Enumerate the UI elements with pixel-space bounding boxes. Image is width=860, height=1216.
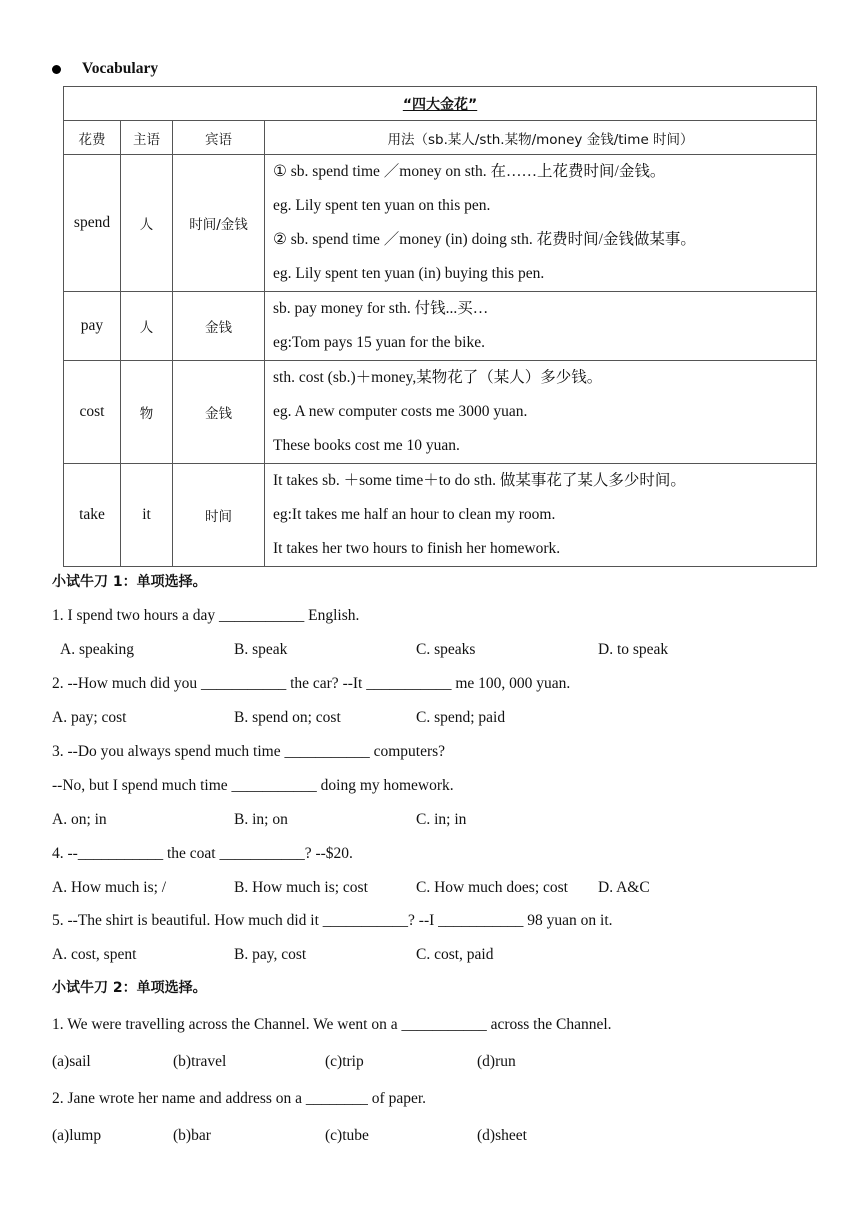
verb-cell: pay [64, 292, 121, 361]
question-5: 5. --The shirt is beautiful. How much did it ___________? --I ___________ 98 yuan on it. [52, 912, 613, 929]
option-b: B. speak [234, 641, 288, 658]
header-cell: 花费 [64, 121, 121, 155]
usage-line: It takes her two hours to finish her homework. [273, 540, 561, 557]
option-c: C. cost, paid [416, 946, 494, 963]
option-b: B. in; on [234, 811, 288, 828]
usage-line: sb. pay money for sth. 付钱...买… [273, 300, 489, 317]
option-d: (d)sheet [477, 1127, 527, 1144]
subject-cell: 人 [121, 292, 173, 361]
option-b: (b)bar [173, 1127, 211, 1144]
section-title: Vocabulary [82, 60, 159, 77]
option-a: (a)sail [52, 1053, 91, 1070]
usage-line: ② sb. spend time ／money (in) doing sth. 花费时间/金钱做某事。 [273, 231, 696, 248]
object-cell: 时间 [173, 464, 265, 567]
option-c: (c)tube [325, 1127, 369, 1144]
usage-line: eg:It takes me half an hour to clean my room. [273, 506, 556, 523]
option-a: A. on; in [52, 811, 107, 828]
table-row [64, 155, 817, 292]
usage-cell [265, 155, 817, 292]
option-a: A. pay; cost [52, 709, 127, 726]
object-cell: 时间/金钱 [173, 155, 265, 292]
subject-cell: it [121, 464, 173, 567]
option-c: C. spend; paid [416, 709, 506, 726]
usage-cell [265, 361, 817, 464]
option-b: B. pay, cost [234, 946, 307, 963]
header-cell: 用法（sb.某人/sth.某物/money 金钱/time 时间） [265, 121, 817, 155]
subject-cell: 物 [121, 361, 173, 464]
option-a: (a)lump [52, 1127, 102, 1144]
option-b: (b)travel [173, 1053, 227, 1070]
question-1: 1. I spend two hours a day ___________ English. [52, 607, 360, 624]
usage-line: eg. Lily spent ten yuan (in) buying this pen. [273, 265, 545, 282]
question-3-reply: --No, but I spend much time ___________ doing my homework. [52, 777, 454, 794]
option-c: (c)trip [325, 1053, 364, 1070]
option-d: D. A&C [598, 879, 650, 896]
usage-line: It takes sb. ＋some time＋to do sth. 做某事花了某人多少时间。 [273, 472, 686, 489]
option-c: C. in; in [416, 811, 467, 828]
table-row [64, 464, 817, 567]
header-cell: 主语 [121, 121, 173, 155]
question-2: 2. Jane wrote her name and address on a ________ of paper. [52, 1090, 427, 1107]
subject-cell: 人 [121, 155, 173, 292]
object-cell: 金钱 [173, 292, 265, 361]
table-title: “四大金花” [64, 87, 817, 121]
option-c: C. speaks [416, 641, 476, 658]
option-a: A. speaking [60, 641, 135, 658]
question-1: 1. We were travelling across the Channel. We went on a ___________ across the Channel. [52, 1016, 612, 1033]
option-d: D. to speak [598, 641, 669, 658]
verb-cell: spend [64, 155, 121, 292]
verb-cell: cost [64, 361, 121, 464]
option-a: A. How much is; / [52, 879, 167, 896]
usage-cell [265, 464, 817, 567]
table-row [64, 292, 817, 361]
header-cell: 宾语 [173, 121, 265, 155]
option-c: C. How much does; cost [416, 879, 568, 896]
vocabulary-table [63, 86, 817, 567]
usage-line: eg. Lily spent ten yuan on this pen. [273, 197, 491, 214]
table-header-row [64, 121, 817, 155]
usage-line: ① sb. spend time ／money on sth. 在……上花费时间/金钱。 [273, 163, 666, 180]
usage-line: eg:Tom pays 15 yuan for the bike. [273, 334, 485, 351]
table-row [64, 361, 817, 464]
option-d: (d)run [477, 1053, 516, 1070]
section-heading [52, 58, 158, 80]
usage-line: sth. cost (sb.)＋money,某物花了（某人）多少钱。 [273, 369, 603, 386]
object-cell: 金钱 [173, 361, 265, 464]
usage-line: These books cost me 10 yuan. [273, 437, 460, 454]
bullet-icon [52, 65, 61, 74]
usage-cell [265, 292, 817, 361]
exercise2-title: 小试牛刀 2：单项选择。 [52, 980, 207, 996]
option-a: A. cost, spent [52, 946, 137, 963]
option-b: B. How much is; cost [234, 879, 368, 896]
usage-line: eg. A new computer costs me 3000 yuan. [273, 403, 528, 420]
verb-cell: take [64, 464, 121, 567]
option-b: B. spend on; cost [234, 709, 341, 726]
exercise1-title: 小试牛刀 1：单项选择。 [52, 574, 207, 590]
question-4: 4. --___________ the coat ___________? --$20. [52, 845, 353, 862]
question-2: 2. --How much did you ___________ the car? --It ___________ me 100, 000 yuan. [52, 675, 571, 692]
question-3: 3. --Do you always spend much time ___________ computers? [52, 743, 446, 760]
